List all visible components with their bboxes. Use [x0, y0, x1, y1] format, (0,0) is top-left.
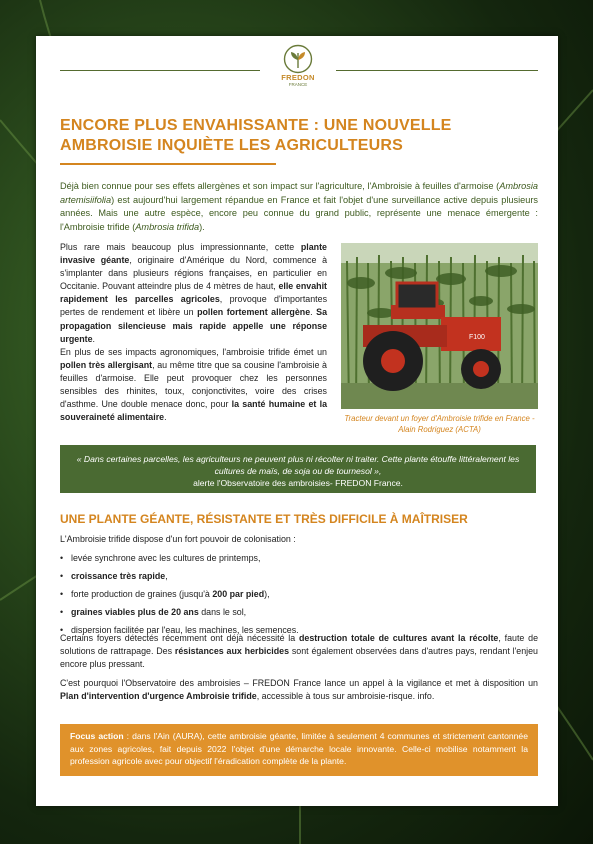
list-item: • dispersion facilitée par l'eau, les machines, les semences.: [60, 625, 299, 635]
photo-caption: Tracteur devant un foyer d'Ambroisie trifide en France - Alain Rodriguez (ACTA): [344, 414, 535, 434]
logo-sub: FRANCE: [288, 82, 308, 87]
body-left-column: Plus rare mais beaucoup plus impressionnante, cette plante invasive géante, originaire d'Amérique du Nord, commence à s'implanter dans plusieurs régions françaises, en particulier en Occitanie. Pouvant atteindre plus de 4 mètres de haut, elle envahit rapidement les parcelles agricoles, provoque d'importantes pertes de rendement et libère un pollen fortement allergène. Sa propagation silencieuse mais rapide appelle une réponse urgente. En plus de ses impacts agronomiques, l'ambroisie trifide émet un pollen très allergisant, au même titre que sa cousine l'ambroisie à feuilles d'armoise. Elle peut provoquer chez les personnes sensibles des rhinites, toux, conjonctivites, voire des crises d'asthme. Une double menace donc, pour la santé humaine et la souveraineté alimentaire.: [60, 242, 328, 423]
svg-text:F100: F100: [469, 334, 485, 341]
focus-action-box: [60, 724, 538, 776]
traits-list: [60, 549, 299, 639]
fredon-logo: [278, 44, 318, 100]
tractor-photo: [341, 243, 538, 409]
quote-attribution: alerte l'Observatoire des ambroisies- FREDON France.: [193, 478, 403, 488]
document-page: [36, 36, 558, 806]
intro-paragraph: Déjà bien connue pour ses effets allergènes et son impact sur l'agriculture, l'Ambroisie à feuilles d'armoise (Ambrosia artemisiifolia) est aujourd'hui largement répandue en France et fait l'objet d'une surveillance active depuis plusieurs années. Mais une autre espèce, encore peu connue du grand public, représente une menace émergente : l'Ambroisie trifide (Ambrosia trifida).: [60, 181, 538, 232]
focus-text: : dans l'Ain (AURA), cette ambroisie géante, limitée à seulement 4 communes et strictement cantonnée aux zones agricoles, fait depuis 2022 l'objet d'une démarche locale innovante. Celle-ci mobilise notamment la profession agricole avec pour objectif l'éradication complète de la plante.: [70, 731, 528, 767]
logo-brand: FREDON: [281, 73, 315, 82]
header-rule-left: [60, 70, 260, 71]
article-title: ENCORE PLUS ENVAHISSANTE : UNE NOUVELLE AMBROISIE INQUIÈTE LES AGRICULTEURS: [60, 117, 452, 154]
list-item: • croissance très rapide,: [60, 571, 168, 581]
list-item: • levée synchrone avec les cultures de printemps,: [60, 553, 261, 563]
leaf-logo-icon: [283, 44, 313, 74]
section-lead: L'Ambroisie trifide dispose d'un fort pouvoir de colonisation :: [60, 534, 296, 544]
quote-box: [60, 445, 536, 493]
call-paragraph: C'est pourquoi l'Observatoire des ambroisies – FREDON France lance un appel à la vigilance et met à disposition un Plan d'intervention d'urgence Ambroisie trifide, accessible à tous sur ambroisie-risque. info.: [60, 678, 538, 702]
quote-text: « Dans certaines parcelles, les agriculteurs ne peuvent plus ni récolter ni traiter. Cette plante étouffe littéralement les cultures de maïs, de soja ou de tournesol »,: [76, 454, 520, 476]
list-item: • graines viables plus de 20 ans dans le sol,: [60, 607, 247, 617]
resistance-paragraph: Certains foyers détectés récemment ont déjà nécessité la destruction totale de cultures avant la récolte, faute de solutions de rattrapage. Des résistances aux herbicides sont également observées dans d'autres pays, rendant l'enjeu encore plus pressant.: [60, 633, 539, 670]
focus-label: Focus action: [70, 731, 124, 741]
section-heading: UNE PLANTE GÉANTE, RÉSISTANTE ET TRÈS DIFFICILE À MAÎTRISER: [60, 512, 468, 526]
title-underline: [60, 163, 276, 165]
list-item: • forte production de graines (jusqu'à 200 par pied),: [60, 589, 270, 599]
header-rule-right: [336, 70, 538, 71]
